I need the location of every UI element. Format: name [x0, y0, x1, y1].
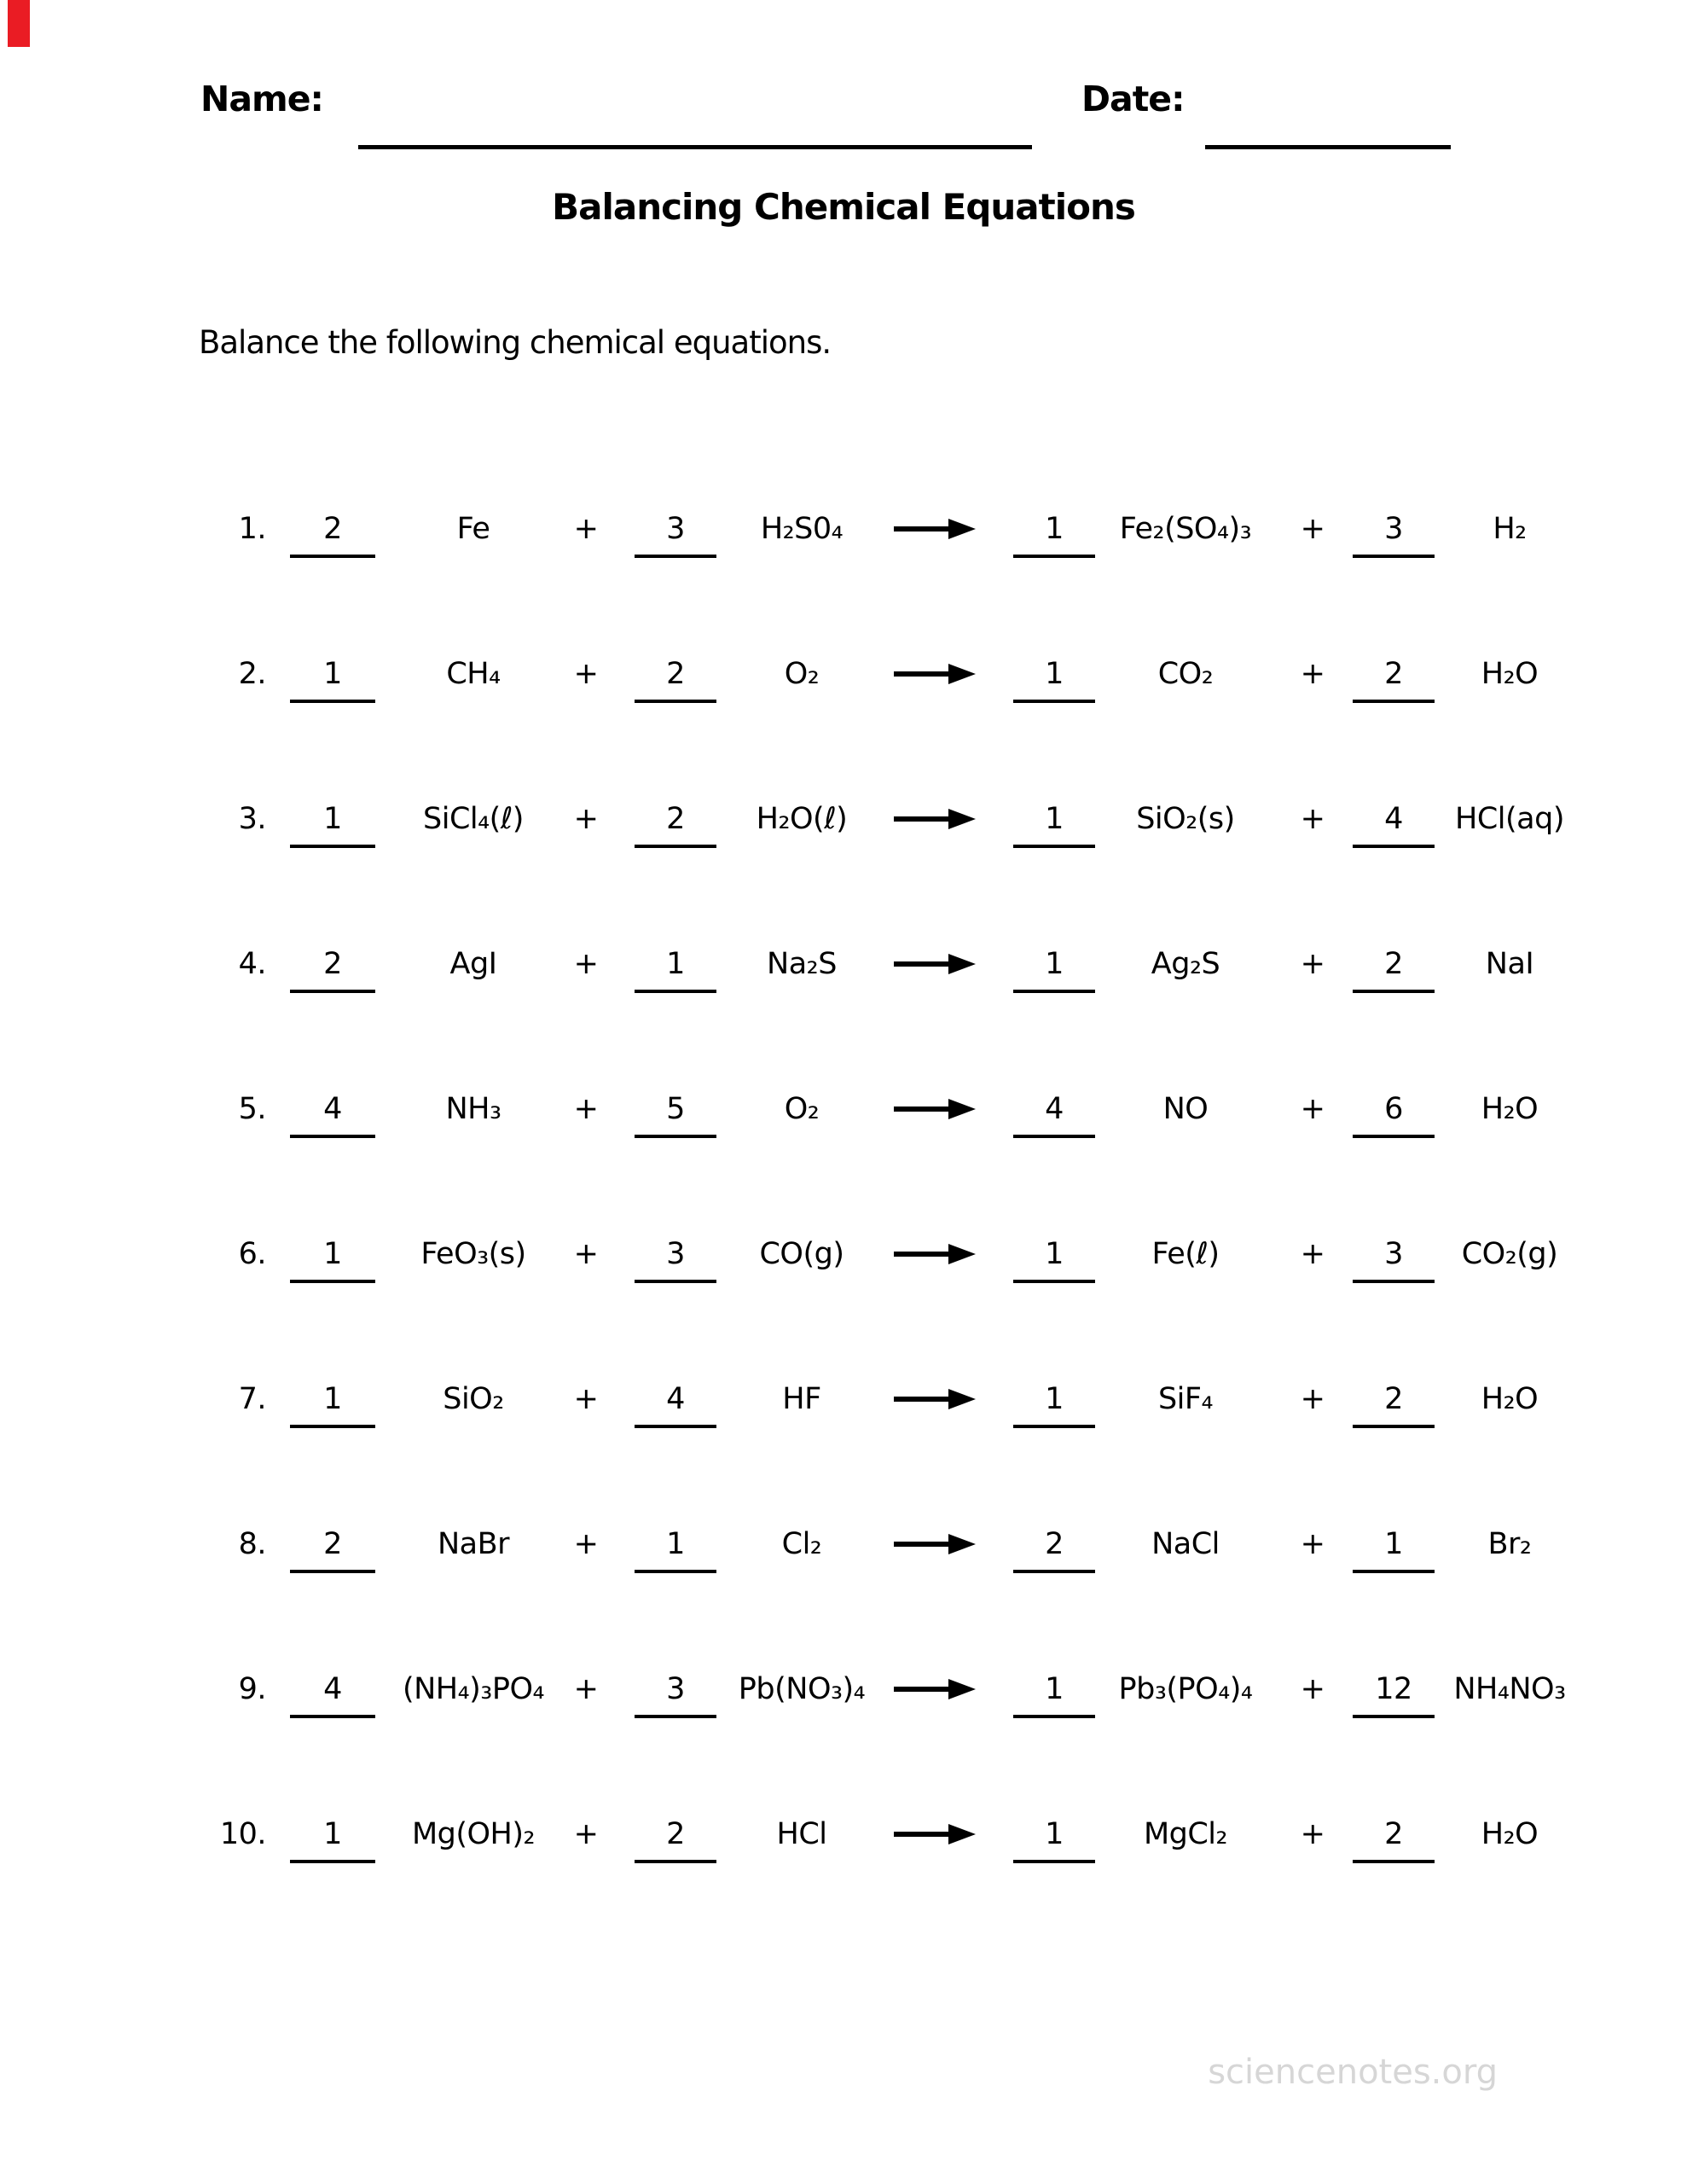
- reactant-formula: NaBr: [437, 1527, 510, 1561]
- date-blank-line: [1205, 145, 1451, 149]
- product-formula: Br₂: [1487, 1527, 1532, 1561]
- coefficient-blank: 1: [635, 950, 716, 993]
- coefficient-blank: 2: [635, 659, 716, 703]
- equation-row-3: [0, 746, 1687, 892]
- coefficient-blank: 1: [1013, 1675, 1095, 1718]
- plus-sign: +: [573, 1672, 599, 1706]
- coefficient-blank: 2: [1353, 1385, 1435, 1428]
- reactant-formula: (NH₄)₃PO₄: [402, 1672, 545, 1706]
- reactant-formula: Na₂S: [767, 947, 837, 981]
- coefficient-blank: 1: [1013, 514, 1095, 558]
- equation-number: 7.: [238, 1382, 266, 1416]
- equation-row-7: [0, 1327, 1687, 1472]
- plus-sign: +: [1300, 1092, 1325, 1126]
- product-formula: Ag₂S: [1151, 947, 1220, 981]
- reaction-arrow-icon: [887, 1531, 983, 1557]
- coefficient-blank: 4: [290, 1675, 375, 1718]
- plus-sign: +: [1300, 512, 1325, 546]
- product-formula: H₂O: [1481, 657, 1539, 691]
- coefficient-blank: 2: [290, 950, 375, 993]
- equation-number: 4.: [238, 947, 266, 981]
- reactant-formula: NH₃: [445, 1092, 501, 1126]
- equation-number: 8.: [238, 1527, 266, 1561]
- product-formula: H₂O: [1481, 1817, 1539, 1851]
- coefficient-blank: 1: [290, 1240, 375, 1283]
- reactant-formula: H₂O(ℓ): [756, 802, 848, 836]
- reaction-arrow-icon: [887, 1821, 983, 1847]
- reactant-formula: Cl₂: [781, 1527, 822, 1561]
- page-title: Balancing Chemical Equations: [552, 186, 1135, 228]
- plus-sign: +: [573, 1092, 599, 1126]
- equation-number: 9.: [238, 1672, 266, 1706]
- reaction-arrow-icon: [887, 951, 983, 977]
- coefficient-blank: 1: [1013, 1820, 1095, 1863]
- coefficient-blank: 1: [1013, 950, 1095, 993]
- reaction-arrow-icon: [887, 1241, 983, 1267]
- name-blank-line: [358, 145, 1032, 149]
- reactant-formula: HCl: [776, 1817, 827, 1851]
- plus-sign: +: [1300, 657, 1325, 691]
- plus-sign: +: [573, 657, 599, 691]
- coefficient-blank: 1: [290, 804, 375, 848]
- equation-row-9: [0, 1617, 1687, 1762]
- equation-number: 2.: [238, 657, 266, 691]
- plus-sign: +: [573, 1382, 599, 1416]
- product-formula: CO₂: [1157, 657, 1214, 691]
- product-formula: NaI: [1485, 947, 1534, 981]
- coefficient-blank: 1: [1013, 804, 1095, 848]
- equation-number: 10.: [219, 1817, 266, 1851]
- product-formula: Pb₃(PO₄)₄: [1118, 1672, 1253, 1706]
- coefficient-blank: 2: [1353, 1820, 1435, 1863]
- reactant-formula: O₂: [784, 657, 820, 691]
- reactant-formula: AgI: [449, 947, 497, 981]
- reactant-formula: SiO₂: [443, 1382, 504, 1416]
- product-formula: H₂O: [1481, 1382, 1539, 1416]
- plus-sign: +: [1300, 1382, 1325, 1416]
- product-formula: NO: [1162, 1092, 1209, 1126]
- plus-sign: +: [1300, 947, 1325, 981]
- reaction-arrow-icon: [887, 1096, 983, 1122]
- plus-sign: +: [573, 512, 599, 546]
- plus-sign: +: [1300, 1527, 1325, 1561]
- coefficient-blank: 3: [1353, 514, 1435, 558]
- reaction-arrow-icon: [887, 1676, 983, 1702]
- coefficient-blank: 4: [635, 1385, 716, 1428]
- instruction-text: Balance the following chemical equations.: [199, 324, 832, 361]
- coefficient-blank: 2: [1353, 950, 1435, 993]
- reaction-arrow-icon: [887, 1386, 983, 1412]
- product-formula: SiO₂(s): [1136, 802, 1235, 836]
- plus-sign: +: [573, 1817, 599, 1851]
- coefficient-blank: 1: [290, 659, 375, 703]
- product-formula: Fe₂(SO₄)₃: [1119, 512, 1252, 546]
- reactant-formula: SiCl₄(ℓ): [423, 802, 524, 836]
- product-formula: CO₂(g): [1461, 1237, 1558, 1271]
- reactant-formula: Pb(NO₃)₄: [738, 1672, 866, 1706]
- equation-row-8: [0, 1472, 1687, 1617]
- reactant-formula: H₂S0₄: [760, 512, 844, 546]
- reactant-formula: FeO₃(s): [420, 1237, 526, 1271]
- coefficient-blank: 3: [635, 1240, 716, 1283]
- header: [200, 78, 1454, 154]
- reaction-arrow-icon: [887, 661, 983, 687]
- equation-list: [0, 456, 1687, 1907]
- coefficient-blank: 2: [635, 1820, 716, 1863]
- coefficient-blank: 1: [290, 1385, 375, 1428]
- coefficient-blank: 1: [1353, 1530, 1435, 1573]
- reactant-formula: CO(g): [759, 1237, 844, 1271]
- coefficient-blank: 1: [290, 1820, 375, 1863]
- reactant-formula: Fe: [456, 512, 490, 546]
- equation-row-4: [0, 892, 1687, 1037]
- date-label: Date:: [1081, 78, 1185, 119]
- product-formula: NH₄NO₃: [1453, 1672, 1566, 1706]
- coefficient-blank: 1: [1013, 1385, 1095, 1428]
- plus-sign: +: [573, 947, 599, 981]
- name-label: Name:: [200, 78, 323, 119]
- plus-sign: +: [1300, 802, 1325, 836]
- coefficient-blank: 4: [1353, 804, 1435, 848]
- coefficient-blank: 2: [635, 804, 716, 848]
- equation-number: 6.: [238, 1237, 266, 1271]
- coefficient-blank: 1: [1013, 659, 1095, 703]
- reaction-arrow-icon: [887, 516, 983, 542]
- equation-row-1: [0, 456, 1687, 601]
- coefficient-blank: 5: [635, 1095, 716, 1138]
- coefficient-blank: 4: [1013, 1095, 1095, 1138]
- coefficient-blank: 6: [1353, 1095, 1435, 1138]
- plus-sign: +: [573, 802, 599, 836]
- coefficient-blank: 1: [635, 1530, 716, 1573]
- watermark: sciencenotes.org: [1208, 2053, 1498, 2092]
- product-formula: SiF₄: [1157, 1382, 1214, 1416]
- equation-row-5: [0, 1037, 1687, 1182]
- coefficient-blank: 2: [290, 514, 375, 558]
- coefficient-blank: 4: [290, 1095, 375, 1138]
- coefficient-blank: 2: [290, 1530, 375, 1573]
- product-formula: HCl(aq): [1455, 802, 1564, 836]
- product-formula: MgCl₂: [1143, 1817, 1228, 1851]
- equation-row-6: [0, 1182, 1687, 1327]
- product-formula: NaCl: [1151, 1527, 1220, 1561]
- plus-sign: +: [1300, 1237, 1325, 1271]
- reactant-formula: Mg(OH)₂: [411, 1817, 536, 1851]
- reactant-formula: CH₄: [446, 657, 501, 691]
- coefficient-blank: 2: [1013, 1530, 1095, 1573]
- plus-sign: +: [1300, 1672, 1325, 1706]
- plus-sign: +: [573, 1527, 599, 1561]
- coefficient-blank: 1: [1013, 1240, 1095, 1283]
- product-formula: H₂O: [1481, 1092, 1539, 1126]
- reactant-formula: HF: [782, 1382, 821, 1416]
- coefficient-blank: 3: [635, 514, 716, 558]
- red-corner-marker: [8, 0, 30, 47]
- plus-sign: +: [1300, 1817, 1325, 1851]
- reactant-formula: O₂: [784, 1092, 820, 1126]
- equation-number: 1.: [238, 512, 266, 546]
- equation-number: 3.: [238, 802, 266, 836]
- coefficient-blank: 2: [1353, 659, 1435, 703]
- coefficient-blank: 3: [635, 1675, 716, 1718]
- coefficient-blank: 3: [1353, 1240, 1435, 1283]
- product-formula: H₂: [1493, 512, 1527, 546]
- equation-number: 5.: [238, 1092, 266, 1126]
- coefficient-blank: 12: [1353, 1675, 1435, 1718]
- equation-row-10: [0, 1762, 1687, 1907]
- reaction-arrow-icon: [887, 806, 983, 832]
- plus-sign: +: [573, 1237, 599, 1271]
- equation-row-2: [0, 601, 1687, 746]
- product-formula: Fe(ℓ): [1151, 1237, 1220, 1271]
